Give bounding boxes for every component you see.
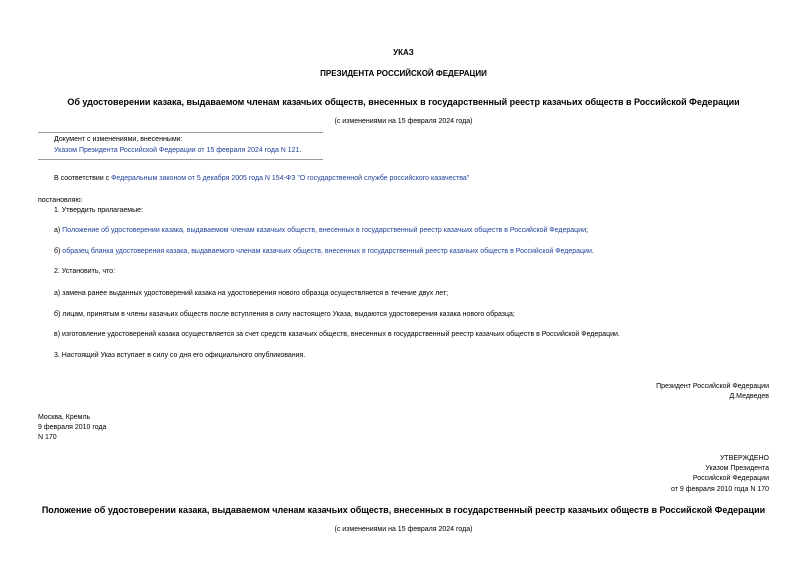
intro-prefix: В соответствии с — [54, 175, 112, 182]
decree-word: постановляю: — [38, 197, 83, 204]
decree-issuer: ПРЕЗИДЕНТА РОССИЙСКОЙ ФЕДЕРАЦИИ — [320, 69, 487, 78]
signature-position: Президент Российской Федерации — [656, 383, 769, 390]
place: Москва, Кремль — [38, 414, 91, 421]
paragraph-2: 2. Установить, что: — [54, 268, 116, 275]
changes-box-top-rule — [38, 132, 323, 133]
p1b-suffix: . — [591, 248, 594, 255]
approval-line-4: от 9 февраля 2010 года N 170 — [671, 486, 769, 493]
changes-link-suffix: . — [299, 147, 302, 154]
p1b-prefix: б) — [54, 248, 63, 255]
amendments-note: (с изменениями на 15 февраля 2024 года) — [334, 118, 473, 125]
paragraph-3: 3. Настоящий Указ вступает в силу со дня его официального опубликования. — [54, 352, 306, 359]
form-sample-link[interactable]: образец бланка удостоверения казака, выдаваемого членам казачьих обществ, внесенных в государственный реестр казачьих обществ в Российской Федерации — [62, 248, 592, 255]
p1a-suffix: ; — [586, 227, 588, 234]
document-title: Об удостоверении казака, выдаваемом членам казачьих обществ, внесенных в государственный реестр казачьих обществ в Российской Федерации — [67, 97, 740, 107]
approval-line-1: УТВЕРЖДЕНО — [719, 455, 769, 462]
approval-line-2: Указом Президента — [705, 465, 769, 472]
paragraph-2c: в) изготовление удостоверений казака осуществляется за счет средств казачьих обществ, внесенных в государственный реестр казачьих обществ в Российской Федерации. — [54, 331, 620, 338]
decree-title: УКАЗ — [393, 48, 414, 57]
intro-paragraph — [54, 175, 469, 182]
paragraph-1a — [54, 227, 588, 234]
paragraph-1: 1. Утвердить прилагаемые: — [54, 207, 143, 214]
appendix-title: Положение об удостоверении казака, выдаваемом членам казачьих обществ, внесенных в государственный реестр казачьих обществ в Российской Федерации — [41, 505, 766, 515]
paragraph-2b: б) лицам, принятым в члены казачьих обществ после вступления в силу настоящего Указа, выдаются удостоверения казака нового образца; — [54, 311, 515, 318]
appendix-amendments: (с изменениями на 15 февраля 2024 года) — [334, 526, 473, 533]
changes-label: Документ с изменениями, внесенными: — [54, 136, 183, 143]
changes-link[interactable]: Указом Президента Российской Федерации от 15 февраля 2024 года N 121 — [54, 147, 300, 154]
signature-name: Д.Медведев — [729, 393, 769, 400]
p1a-prefix: а) — [54, 227, 63, 234]
regulation-link[interactable]: Положение об удостоверении казака, выдаваемом членам казачьих обществ, внесенных в государственный реестр казачьих обществ в Российской Федерации — [62, 227, 586, 234]
changes-box-bottom-rule — [38, 159, 323, 160]
paragraph-2a: а) замена ранее выданных удостоверений казака на удостоверения нового образца осуществляется в течение двух лет; — [54, 290, 449, 297]
date: 9 февраля 2010 года — [38, 424, 107, 431]
paragraph-1b — [54, 248, 594, 255]
changes-line — [54, 147, 301, 154]
decree-number: N 170 — [38, 434, 57, 441]
federal-law-link[interactable]: Федеральным законом от 5 декабря 2005 года N 154-ФЗ "О государственной службе российского казачества" — [111, 175, 470, 182]
approval-line-3: Российской Федерации — [692, 475, 769, 482]
